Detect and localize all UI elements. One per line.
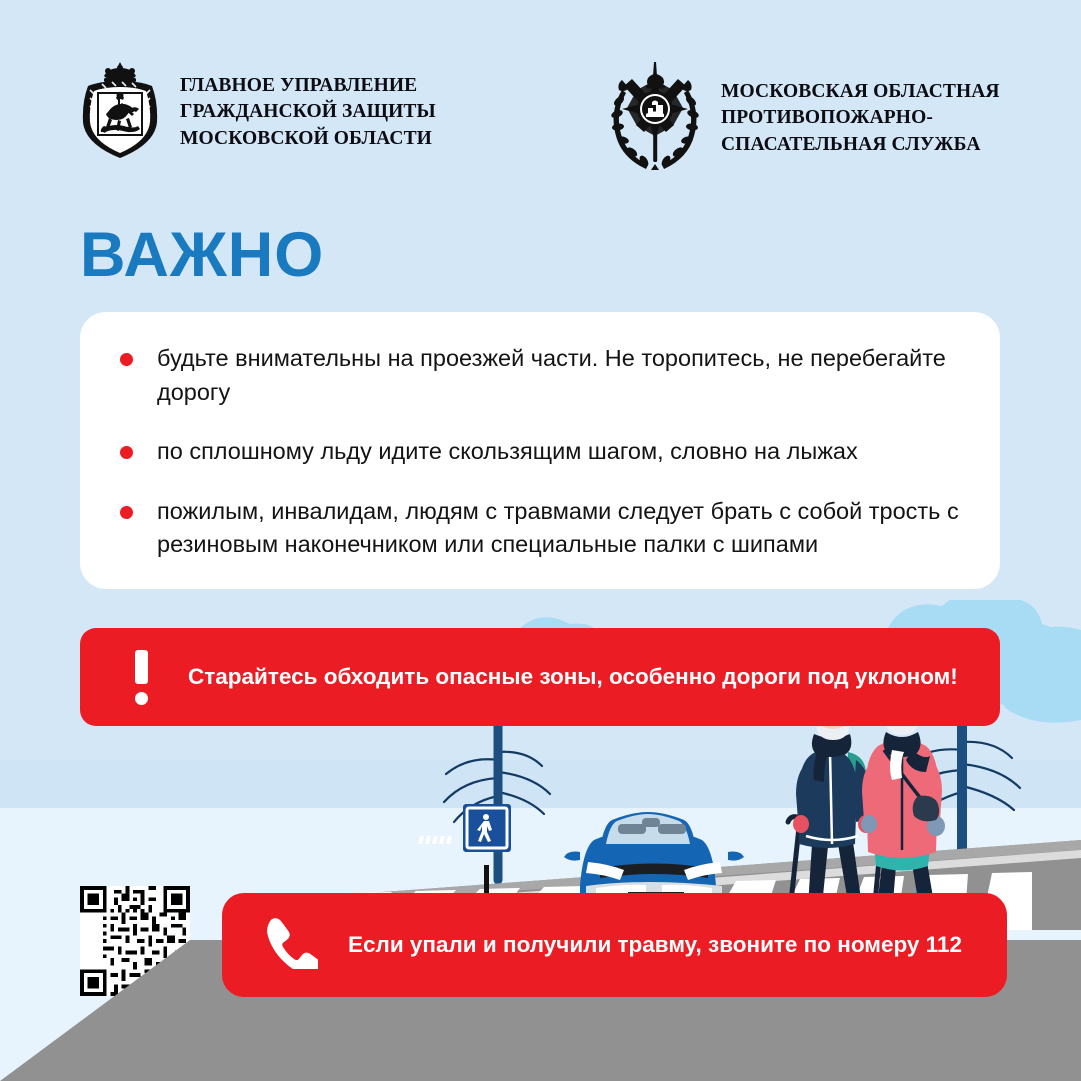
emergency-text: Если упали и получили травму, звоните по номеру 112 [348, 931, 962, 957]
bullet-dot-icon [120, 506, 133, 519]
logo-line: МОСКОВСКАЯ ОБЛАСТНАЯ [721, 81, 1000, 103]
bullet-dot-icon [120, 353, 133, 366]
tip-text: будьте внимательны на проезжей части. Не торопитесь, не перебегайте дорогу [157, 345, 946, 405]
fire-rescue-service-emblem-icon [608, 60, 703, 177]
tip-item [120, 342, 960, 409]
logo-line: ПРОТИВОПОЖАРНО- [721, 107, 933, 129]
logo-civil-defence [78, 60, 436, 165]
logo-line: ГЛАВНОЕ УПРАВЛЕНИЕ [180, 75, 418, 97]
emergency-banner [222, 893, 1007, 997]
phone-handset-icon [266, 917, 318, 974]
page-title: ВАЖНО [80, 220, 325, 290]
exclamation-bar [135, 650, 148, 684]
tip-item [120, 495, 960, 562]
logo-line: МОСКОВСКОЙ ОБЛАСТИ [180, 127, 432, 149]
tip-text: пожилым, инвалидам, людям с травмами следует брать с собой трость с резиновым наконечником или специальные палки с шипами [157, 497, 959, 558]
logo-fire-rescue-text [721, 79, 1000, 157]
logo-fire-rescue [608, 60, 1000, 177]
logo-line: ГРАЖДАНСКОЙ ЗАЩИТЫ [180, 101, 436, 123]
header [0, 60, 1081, 185]
moscow-region-coat-of-arms-icon [78, 60, 162, 165]
logo-civil-defence-text [180, 73, 436, 151]
warning-text: Старайтесь обходить опасные зоны, особенно дороги под уклоном! [188, 664, 958, 690]
bullet-dot-icon [120, 446, 133, 459]
tip-text: по сплошному льду идите скользящим шагом, словно на лыжах [157, 438, 858, 465]
logo-line: СПАСАТЕЛЬНАЯ СЛУЖБА [721, 133, 981, 155]
exclamation-dot [135, 692, 148, 705]
exclamation-mark-icon [128, 650, 154, 705]
tips-card [80, 312, 1000, 589]
tip-item [120, 435, 960, 469]
zebra-glyph [418, 836, 452, 844]
warning-banner [80, 628, 1000, 726]
